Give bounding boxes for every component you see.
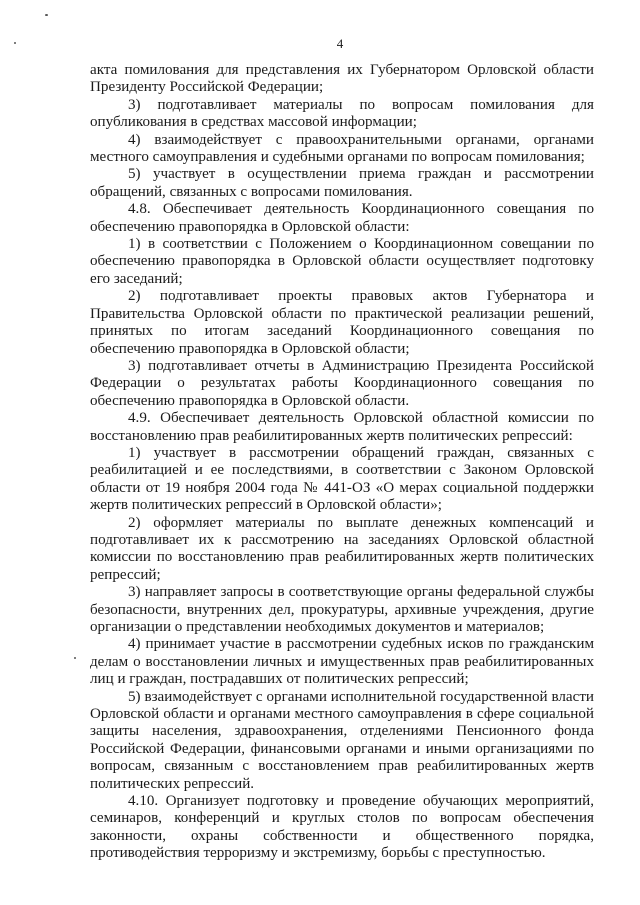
paragraph-item-4: 4) взаимодействует с правоохранительными органами, органами местного самоуправления и судебными органами по вопросам помилования; bbox=[90, 131, 594, 166]
section-4-9-item-4: 4) принимает участие в рассмотрении судебных исков по гражданским делам о восстановлении личных и имущественных прав реабилитированных лиц и граждан, пострадавших от политических репрессий; bbox=[90, 636, 594, 688]
section-4-10: 4.10. Организует подготовку и проведение обучающих мероприятий, семинаров, конференций и круглых столов по вопросам обеспечения законности, охраны собственности и общественного порядка, противодействия терроризму и экстремизму, борьбы с преступностью. bbox=[90, 793, 594, 862]
document-body bbox=[90, 62, 594, 863]
page-number: 4 bbox=[336, 36, 344, 51]
section-4-8-item-2: 2) подготавливает проекты правовых актов Губернатора и Правительства Орловской области по практической реализации решений, принятых по итогам заседаний Координационного совещания по обеспечению правопорядка в Орловской области; bbox=[90, 288, 594, 357]
section-4-9-item-3: 3) направляет запросы в соответствующие органы федеральной службы безопасности, внутренних дел, прокуратуры, архивные учреждения, другие организации о представлении необходимых документов и материалов; bbox=[90, 584, 594, 635]
scan-speck bbox=[45, 14, 48, 16]
paragraph-item-3: 3) подготавливает материалы по вопросам помилования для опубликования в средствах массовой информации; bbox=[90, 96, 594, 131]
section-4-9: 4.9. Обеспечивает деятельность Орловской областной комиссии по восстановлению прав реабилитированных жертв политических репрессий: bbox=[90, 410, 594, 444]
paragraph-item-5: 5) участвует в осуществлении приема граждан и рассмотрении обращений, связанных с вопросами помилования. bbox=[90, 166, 594, 200]
section-4-8-item-1: 1) в соответствии с Положением о Координационном совещании по обеспечению правопорядка в Орловской области осуществляет подготовку его заседаний; bbox=[90, 236, 594, 287]
section-4-9-item-1: 1) участвует в рассмотрении обращений граждан, связанных с реабилитацией и ее последствиями, в соответствии с Законом Орловской области от 19 ноября 2004 года № 441-ОЗ «О мерах социальной поддержки жертв политических репрессий в Орловской области»; bbox=[90, 444, 594, 514]
section-4-9-item-5: 5) взаимодействует с органами исполнительной государственной власти Орловской области и органами местного самоуправления в сфере социальной защиты населения, здравоохранения, отделениями Пенсионного фонда Российской Федерации, финансовыми органами и иными организациями по вопросам, связанным с восстановлением прав реабилитированных жертв политических репрессий. bbox=[90, 688, 594, 792]
section-4-9-item-2: 2) оформляет материалы по выплате денежных компенсаций и подготавливает их к рассмотрению на заседаниях Орловской областной комиссии по восстановлению прав реабилитированных жертв политических репрессий; bbox=[90, 514, 594, 583]
section-4-8-item-3: 3) подготавливает отчеты в Администрацию Президента Российской Федерации о результатах работы Координационного совещания по обеспечению правопорядка в Орловской области. bbox=[90, 357, 594, 409]
section-4-8: 4.8. Обеспечивает деятельность Координационного совещания по обеспечению правопорядка в Орловской области: bbox=[90, 201, 594, 235]
scan-speck bbox=[74, 657, 76, 659]
paragraph-continuation: акта помилования для представления их Губернатором Орловской области Президенту Российской Федерации; bbox=[90, 62, 594, 96]
